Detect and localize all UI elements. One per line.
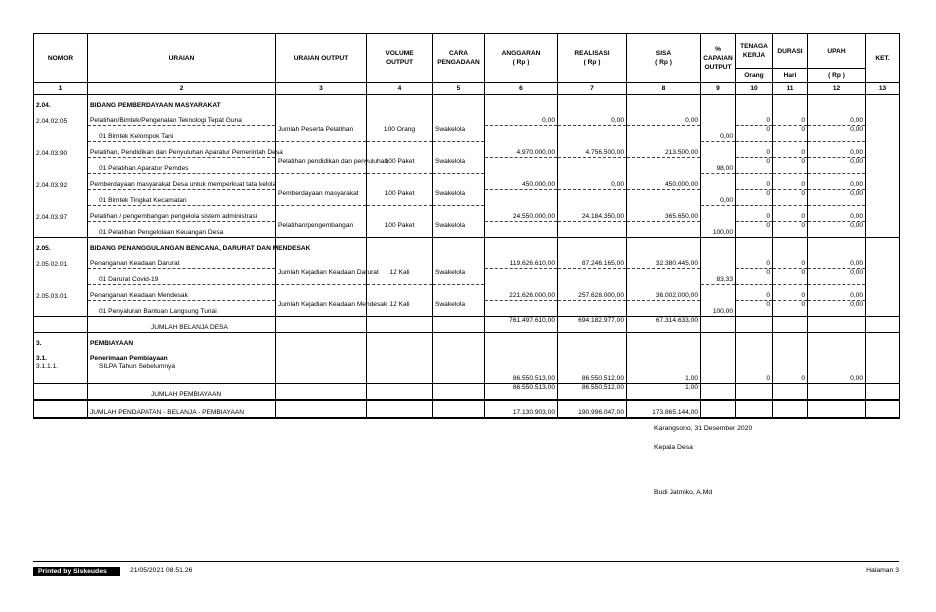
activity-name: Pemberdayaan masyarakat Desa untuk memperkuat tata kelola [88, 174, 276, 190]
subtotal-label: JUMLAH PEMBIAYAAN [88, 384, 276, 401]
cara-value: Swakelola [433, 190, 485, 206]
sub-activity-name: 01 Pelatihan Pengelolaan Keuangan Desa [88, 222, 276, 238]
signature-position: Kepala Desa [654, 444, 693, 451]
unit-hari: Hari [773, 69, 808, 83]
durasi-value: 0 [773, 110, 808, 126]
output-name: Pemberdayaan masyarakat [276, 190, 367, 206]
output-name: Jumlah Kejadian Keadaan Darurat [276, 269, 367, 285]
durasi-value: 0 [773, 253, 808, 269]
anggaran-value: 0,00 [485, 110, 558, 126]
col-header-sisa: SISA ( Rp ) [627, 34, 701, 83]
sub-activity-name: 01 Pelatihan Aparatur Pemdes [88, 158, 276, 174]
durasi-value: 0 [773, 158, 808, 174]
realisasi-total: 86.550.512,00 [558, 384, 627, 401]
anggaran-total: 86.550.513,00 [485, 384, 558, 401]
upah-value: 0,00 [808, 126, 866, 142]
row-number: 2.05.03.01 [34, 285, 88, 301]
tenaga-value: 0 [736, 190, 773, 206]
realisasi-value: 0,00 [558, 110, 627, 126]
sisa-total: 67.314.633,00 [627, 317, 701, 333]
capaian-value: 83,33 [701, 269, 736, 285]
col-number: 11 [773, 83, 808, 95]
printed-by-label: Printed by Siskeudes [33, 567, 120, 576]
table-row [34, 174, 900, 190]
volume-value: 12 Kali [367, 269, 433, 285]
table-row [34, 238, 900, 254]
col-number: 3 [276, 83, 367, 95]
tenaga-value: 0 [736, 269, 773, 285]
upah-value: 0,00 [808, 158, 866, 174]
capaian-value: 100,00 [701, 301, 736, 317]
sisa-value: 0,00 [627, 110, 701, 126]
table-row [34, 301, 900, 317]
printed-timestamp: 21/05/2021 08.51.26 [130, 567, 193, 574]
table-row [34, 95, 900, 111]
durasi-value: 0 [773, 301, 808, 317]
row-number: 2.04. [34, 95, 88, 111]
upah-value: 0,00 [808, 174, 866, 190]
row-number: 2.05.02.01 [34, 253, 88, 269]
signature-place-date: Karangsono, 31 Desember 2020 [654, 425, 753, 432]
col-header-nomor: NOMOR [34, 34, 88, 83]
durasi-value: 0 [773, 269, 808, 285]
durasi-value: 0 [773, 142, 808, 158]
tenaga-value: 0 [736, 126, 773, 142]
row-number: 3.1. [34, 348, 88, 363]
upah-value: 0,00 [808, 222, 866, 238]
col-header-ket: KET. [866, 34, 900, 83]
tenaga-value: 0 [736, 158, 773, 174]
col-header-uraian: URAIAN [88, 34, 276, 83]
sub-activity-name: 01 Bimtek Kelompok Tani [88, 126, 276, 142]
table-row [34, 190, 900, 206]
sisa-value: 1,00 [627, 363, 701, 384]
col-number: 5 [433, 83, 485, 95]
col-header-realisasi: REALISASI ( Rp ) [558, 34, 627, 83]
sisa-value: 365.650,00 [627, 206, 701, 222]
durasi-value: 0 [773, 363, 808, 384]
tenaga-value: 0 [736, 142, 773, 158]
table-row [34, 206, 900, 222]
footer-divider [33, 561, 899, 562]
sisa-value: 32.380.445,00 [627, 253, 701, 269]
section-title: BIDANG PEMBERDAYAAN MASYARAKAT [88, 95, 276, 111]
anggaran-value: 86.550.513,00 [485, 363, 558, 384]
col-number: 1 [34, 83, 88, 95]
col-header-capaian-output: % CAPAIAN OUTPUT [701, 34, 736, 83]
sub-activity-name: 01 Penyaluran Bantuan Langsung Tunai [88, 301, 276, 317]
table-row [34, 253, 900, 269]
upah-value: 0,00 [808, 253, 866, 269]
table-row [34, 333, 900, 349]
table-row [34, 158, 900, 174]
durasi-value: 0 [773, 222, 808, 238]
row-number: 3.1.1.1. [34, 363, 88, 384]
anggaran-grand-total: 17.130.903,00 [485, 400, 558, 418]
sisa-value: 213.500,00 [627, 142, 701, 158]
upah-value: 0,00 [808, 301, 866, 317]
table-row [34, 142, 900, 158]
activity-name: Penanganan Keadaan Darurat [88, 253, 276, 269]
tenaga-value: 0 [736, 222, 773, 238]
col-header-tenaga-kerja: TENAGA KERJA [736, 34, 773, 69]
unit-orang: Orang [736, 69, 773, 83]
unit-rp: ( Rp ) [808, 69, 866, 83]
upah-value: 0,00 [808, 190, 866, 206]
page-number: Halaman 3 [866, 567, 899, 574]
grand-total-row [34, 400, 900, 418]
col-number: 4 [367, 83, 433, 95]
volume-value: 12 Kali [367, 301, 433, 317]
sub-activity-name: 01 Bimtek Tingkat Kecamatan [88, 190, 276, 206]
row-number: 2.05. [34, 238, 88, 254]
row-number: 2.04.03.97 [34, 206, 88, 222]
volume-value: 100 Paket [367, 158, 433, 174]
table-row [34, 126, 900, 142]
anggaran-total: 761.497.610,00 [485, 317, 558, 333]
tenaga-value: 0 [736, 285, 773, 301]
capaian-value: 0,00 [701, 126, 736, 142]
cara-value: Swakelola [433, 158, 485, 174]
anggaran-value: 221.626.000,00 [485, 285, 558, 301]
anggaran-value: 119.626.610,00 [485, 253, 558, 269]
budget-realization-table [33, 33, 900, 419]
col-header-cara-pengadaan: CARA PENGADAAN [433, 34, 485, 83]
realisasi-value: 0,00 [558, 174, 627, 190]
column-number-row [34, 83, 900, 95]
upah-value: 0,00 [808, 142, 866, 158]
durasi-value: 0 [773, 206, 808, 222]
sisa-total: 1,00 [627, 384, 701, 401]
capaian-value: 98,00 [701, 158, 736, 174]
section-title: PEMBIAYAAN [88, 333, 276, 349]
cara-value: Swakelola [433, 269, 485, 285]
grand-total-label: JUMLAH PENDAPATAN - BELANJA - PEMBIAYAAN [88, 400, 276, 418]
col-header-uraian-output: URAIAN OUTPUT [276, 34, 367, 83]
col-header-anggaran: ANGGARAN ( Rp ) [485, 34, 558, 83]
anggaran-value: 4.970.000,00 [485, 142, 558, 158]
upah-value: 0,00 [808, 269, 866, 285]
subtotal-row [34, 317, 900, 333]
output-name: Pelatihan pendidikan dan penyuluhan [276, 158, 367, 174]
row-number: 3. [34, 333, 88, 349]
volume-value: 100 Paket [367, 222, 433, 238]
activity-name: Pelatihan, Pendidikan dan Penyuluhan Aparatur Pemerintah Desa [88, 142, 276, 158]
upah-value: 0,00 [808, 110, 866, 126]
upah-value: 0,00 [808, 363, 866, 384]
tenaga-value: 0 [736, 174, 773, 190]
col-number: 12 [808, 83, 866, 95]
col-number: 13 [866, 83, 900, 95]
realisasi-value: 86.550.512,00 [558, 363, 627, 384]
col-number: 6 [485, 83, 558, 95]
volume-value: 100 Paket [367, 190, 433, 206]
cara-value: Swakelola [433, 222, 485, 238]
table-row [34, 363, 900, 384]
activity-name: Penanganan Keadaan Mendesak [88, 285, 276, 301]
realisasi-total: 694.182.977,00 [558, 317, 627, 333]
activity-name: Pelatihan / pengembangan pengelola sistem administrasi [88, 206, 276, 222]
signature-name: Budi Jatmiko, A.Md [654, 489, 713, 496]
subtotal-label: JUMLAH BELANJA DESA [88, 317, 276, 333]
realisasi-grand-total: 190.996.047,00 [558, 400, 627, 418]
table-row [34, 348, 900, 363]
section-title: BIDANG PENANGGULANGAN BENCANA, DARURAT DAN MENDESAK [88, 238, 276, 254]
output-name: Jumlah Kejadian Keadaan Mendesak [276, 301, 367, 317]
tenaga-value: 0 [736, 301, 773, 317]
activity-name: SILPA Tahun Sebelumnya [88, 363, 276, 384]
sisa-grand-total: 173.865.144,00 [627, 400, 701, 418]
table-row [34, 110, 900, 126]
sisa-value: 450.000,00 [627, 174, 701, 190]
row-number: 2.04.03.92 [34, 174, 88, 190]
anggaran-value: 450.000,00 [485, 174, 558, 190]
durasi-value: 0 [773, 126, 808, 142]
tenaga-value: 0 [736, 206, 773, 222]
tenaga-value: 0 [736, 253, 773, 269]
realisasi-value: 24.184.350,00 [558, 206, 627, 222]
activity-name: Pelatihan/Bimtek/Pengenalan Teknologi Tepat Guna [88, 110, 276, 126]
realisasi-value: 87.246.165,00 [558, 253, 627, 269]
tenaga-value: 0 [736, 363, 773, 384]
upah-value: 0,00 [808, 285, 866, 301]
durasi-value: 0 [773, 190, 808, 206]
capaian-value: 0,00 [701, 190, 736, 206]
cara-value: Swakelola [433, 301, 485, 317]
upah-value: 0,00 [808, 206, 866, 222]
subtotal-row [34, 384, 900, 401]
col-header-durasi: DURASI [773, 34, 808, 69]
col-number: 10 [736, 83, 773, 95]
row-number: 2.04.02.05 [34, 110, 88, 126]
sisa-value: 36.002.000,00 [627, 285, 701, 301]
output-name: Pelatihan/pengembangan [276, 222, 367, 238]
col-number: 2 [88, 83, 276, 95]
capaian-value: 100,00 [701, 222, 736, 238]
row-number: 2.04.03.90 [34, 142, 88, 158]
realisasi-value: 257.628.000,00 [558, 285, 627, 301]
anggaran-value: 24.550.000,00 [485, 206, 558, 222]
realisasi-value: 4.756.500,00 [558, 142, 627, 158]
col-header-volume-output: VOLUME OUTPUT [367, 34, 433, 83]
col-header-upah: UPAH [808, 34, 866, 69]
volume-value: 100 Orang [367, 126, 433, 142]
sub-activity-name: 01 Darurat Covid-19 [88, 269, 276, 285]
durasi-value: 0 [773, 174, 808, 190]
output-name: Jumlah Peserta Pelatihan [276, 126, 367, 142]
col-number: 8 [627, 83, 701, 95]
tenaga-value: 0 [736, 110, 773, 126]
table-row [34, 269, 900, 285]
table-row [34, 222, 900, 238]
col-number: 9 [701, 83, 736, 95]
subsection-title: Penerimaan Pembiayaan [88, 348, 276, 363]
durasi-value: 0 [773, 285, 808, 301]
col-number: 7 [558, 83, 627, 95]
cara-value: Swakelola [433, 126, 485, 142]
table-row [34, 285, 900, 301]
